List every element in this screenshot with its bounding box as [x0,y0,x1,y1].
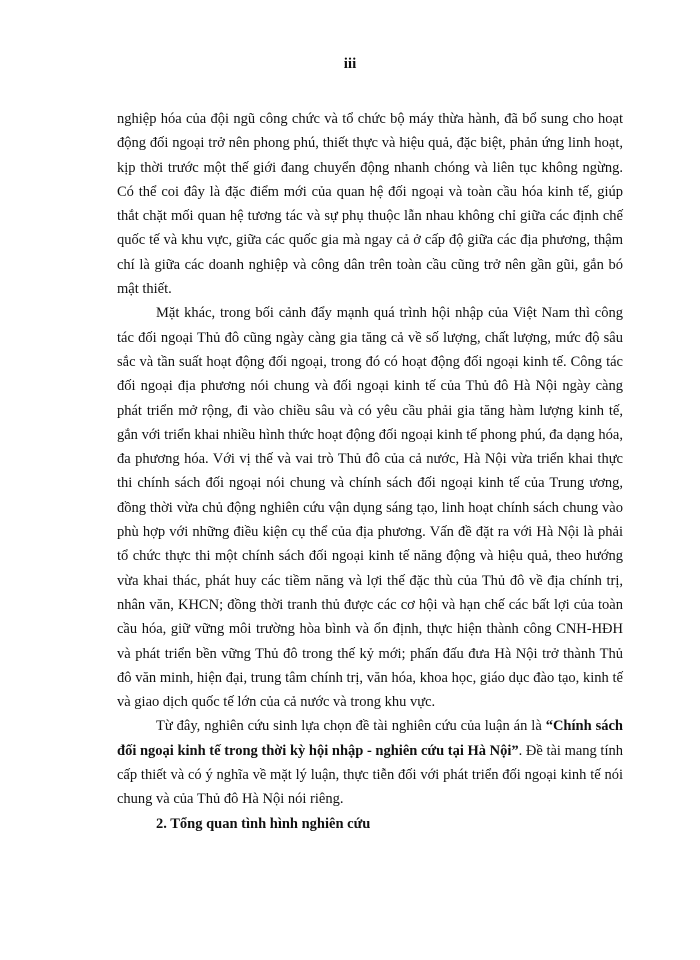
paragraph-continuation: nghiệp hóa của đội ngũ công chức và tổ chức bộ máy thừa hành, đã bổ sung cho hoạt động đối ngoại trở nên phong phú, thiết thực và hiệu quả, đặc biệt, phản ứng linh hoạt, kịp thời trước một thế giới đang chuyển động nhanh chóng và liên tục không ngừng. Có thể coi đây là đặc điểm mới của quan hệ đối ngoại và toàn cầu hóa kinh tế, giúp thắt chặt mối quan hệ tương tác và sự phụ thuộc lẫn nhau không chỉ giữa các định chế quốc tế và khu vực, giữa các quốc gia mà ngay cả ở cấp độ giữa các địa phương, thậm chí là giữa các doanh nghiệp và công dân trên toàn cầu cũng trở nên gần gũi, gắn bó mật thiết. [117,111,623,298]
document-body [117,107,623,836]
paragraph-topic-tail: . Đề tài mang tính cấp thiết và có ý nghĩa về mặt lý luận, thực tiễn đối với phát triển đối ngoại kinh tế nói chung và của Thủ đô Hà Nội nói riêng. [117,742,623,808]
paragraph-context: Mặt khác, trong bối cảnh đẩy mạnh quá trình hội nhập của Việt Nam thì công tác đối ngoại Thủ đô cũng ngày càng gia tăng cả về số lượng, chất lượng, mức độ sâu sắc và tần suất hoạt động đối ngoại, trong đó có hoạt động đối ngoại kinh tế. Công tác đối ngoại địa phương nói chung và đối ngoại kinh tế của Thủ đô Hà Nội ngày càng phát triển mở rộng, đi vào chiều sâu và có yêu cầu phải gia tăng hàm lượng kinh tế, gắn với triển khai nhiều hình thức hoạt động đối ngoại kinh tế phong phú, đa dạng hóa, đa phương hóa. Với vị thế và vai trò Thủ đô của cả nước, Hà Nội vừa triển khai thực thi chính sách đối ngoại nói chung và chính sách đối ngoại kinh tế của Trung ương, đồng thời vừa chủ động nghiên cứu vận dụng sáng tạo, linh hoạt chính sách chung vào phù hợp với những điều kiện cụ thể của địa phương. Vấn đề đặt ra với Hà Nội là phải tổ chức thực thi một chính sách đối ngoại kinh tế năng động và hiệu quả, theo hướng vừa khai thác, phát huy các tiềm năng và lợi thế đặc thù của Thủ đô về địa chính trị, nhân văn, KHCN; đồng thời tranh thủ được các cơ hội và hạn chế các bất lợi của toàn cầu hóa, giữ vững môi trường hòa bình và ổn định, thực hiện thành công CNH-HĐH và phát triển bền vững Thủ đô trong thế kỷ mới; phấn đấu đưa Hà Nội trở thành Thủ đô văn minh, hiện đại, trung tâm chính trị, văn hóa, khoa học, giáo dục đào tạo, kinh tế và giao dịch quốc tế lớn của cả nước và trong khu vực. [117,305,623,711]
paragraph-topic-lead: Từ đây, nghiên cứu sinh lựa chọn đề tài nghiên cứu của luận án là [156,718,546,735]
thesis-title: “Chính sách đối ngoại kinh tế trong thời kỳ hội nhập - nghiên cứu tại Hà Nội” [117,718,623,759]
page-number: iii [343,56,357,72]
section-heading: 2. Tổng quan tình hình nghiên cứu [156,815,371,832]
paragraph-topic-selection [117,714,623,811]
